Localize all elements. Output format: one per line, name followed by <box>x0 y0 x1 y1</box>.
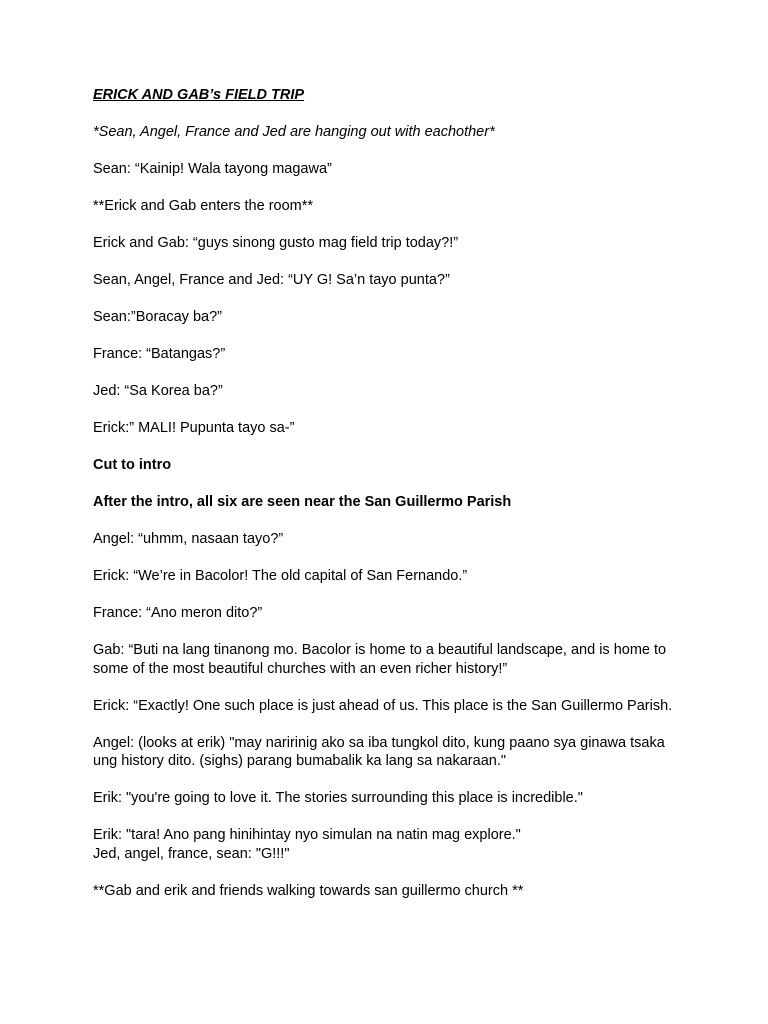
dialogue-line: Erick: “We’re in Bacolor! The old capital of San Fernando.” <box>93 568 468 584</box>
dialogue-line: Sean, Angel, France and Jed: “UY G! Sa’n tayo punta?” <box>93 272 450 288</box>
document-body <box>93 86 683 919</box>
stage-direction: *Sean, Angel, France and Jed are hanging out with eachother* <box>93 124 495 140</box>
dialogue-line: Angel: “uhmm, nasaan tayo?” <box>93 531 284 547</box>
dialogue-line: Jed: “Sa Korea ba?” <box>93 383 223 399</box>
dialogue-line: Erik: "tara! Ano pang hinihintay nyo simulan na natin mag explore." <box>93 827 521 843</box>
dialogue-line: France: “Batangas?” <box>93 346 226 362</box>
stage-direction: **Gab and erik and friends walking towards san guillermo church ** <box>93 882 524 899</box>
document-title: ERICK AND GAB’s FIELD TRIP <box>93 87 305 103</box>
dialogue-line: Erick and Gab: “guys sinong gusto mag field trip today?!” <box>93 235 459 251</box>
stage-direction: **Erick and Gab enters the room** <box>93 198 314 214</box>
dialogue-line: Sean:”Boracay ba?” <box>93 309 222 325</box>
dialogue-line: Erik: "you're going to love it. The stories surrounding this place is incredible." <box>93 790 583 806</box>
scene-heading: Cut to intro <box>93 457 172 473</box>
dialogue-line: Gab: “Buti na lang tinanong mo. Bacolor is home to a beautiful landscape, and is home to some of the most beautiful churches with an even richer history!” <box>93 642 667 677</box>
scene-heading: After the intro, all six are seen near the San Guillermo Parish <box>93 494 512 510</box>
dialogue-line: Sean: “Kainip! Wala tayong magawa” <box>93 161 332 177</box>
dialogue-line: Erick:” MALI! Pupunta tayo sa-” <box>93 420 295 436</box>
dialogue-line: Angel: (looks at erik) "may naririnig ako sa iba tungkol dito, kung paano sya ginawa tsaka ung history dito. (sighs) parang bumabalik ka lang sa nakaraan." <box>93 734 665 769</box>
dialogue-line: Jed, angel, france, sean: "G!!!" <box>93 845 290 862</box>
dialogue-line: France: “Ano meron dito?” <box>93 605 263 621</box>
dialogue-line: Erick: “Exactly! One such place is just ahead of us. This place is the San Guillermo Parish. <box>93 697 673 714</box>
